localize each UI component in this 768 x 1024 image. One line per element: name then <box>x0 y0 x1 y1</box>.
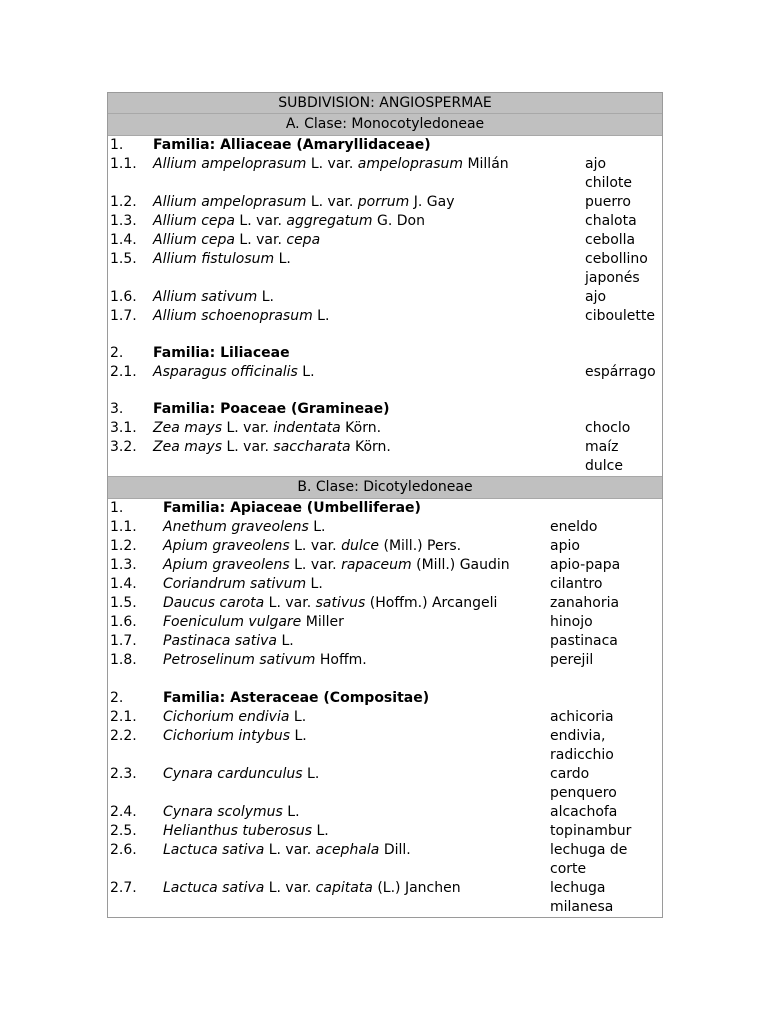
scientific-name <box>153 250 585 288</box>
name-italic: aggregatum <box>286 213 373 229</box>
common-name-line: ajo <box>585 289 607 305</box>
family-name: Familia: Alliaceae (Amaryllidaceae) <box>153 137 431 153</box>
name-italic: Zea mays <box>153 420 223 436</box>
species-number: 1.4. <box>110 576 137 592</box>
common-name-line: cardo <box>550 766 590 782</box>
species-number: 2.5. <box>110 823 137 839</box>
name-text: L. var. <box>222 420 274 436</box>
common-name <box>585 307 662 326</box>
name-italic: Lactuca sativa <box>163 842 265 858</box>
name-text: (L.) Janchen <box>372 880 461 896</box>
name-italic: cepa <box>286 232 321 248</box>
name-text: L. var. <box>222 439 274 455</box>
species-number: 2.3. <box>110 766 137 782</box>
row-spacer <box>108 670 662 689</box>
common-name <box>550 727 662 765</box>
species-number: 2.2. <box>110 728 137 744</box>
common-name-line: chalota <box>585 213 637 229</box>
common-name-line: milanesa <box>550 899 614 915</box>
species-row <box>108 438 662 476</box>
name-italic: Zea mays <box>153 439 223 455</box>
species-row <box>108 212 662 231</box>
name-italic: porrum <box>357 194 410 210</box>
species-row <box>108 155 662 193</box>
common-name-line: pastinaca <box>550 633 618 649</box>
name-italic: saccharata <box>273 439 351 455</box>
species-number: 1.7. <box>110 633 137 649</box>
common-name-line: puerro <box>585 194 631 210</box>
name-italic: Daucus carota <box>163 595 265 611</box>
common-name-line: choclo <box>585 420 631 436</box>
name-text: L. <box>312 823 329 839</box>
scientific-name <box>153 307 585 326</box>
common-name-line: japonés <box>585 270 640 286</box>
family-number: 2. <box>110 690 124 706</box>
name-italic: Pastinaca sativa <box>163 633 277 649</box>
family-number: 1. <box>110 500 124 516</box>
family-name: Familia: Apiaceae (Umbelliferae) <box>163 500 421 516</box>
name-text: L. <box>308 519 326 535</box>
common-name <box>585 212 662 231</box>
species-row <box>108 231 662 250</box>
name-italic: Allium fistulosum <box>153 251 275 267</box>
family-row <box>108 689 662 708</box>
name-italic: dulce <box>341 538 380 554</box>
common-name <box>550 556 662 575</box>
common-name-line: ajo <box>585 156 607 172</box>
scientific-name <box>163 841 550 879</box>
scientific-name <box>163 537 550 556</box>
species-row <box>108 537 662 556</box>
common-name <box>585 288 662 307</box>
common-name-line: penquero <box>550 785 617 801</box>
scientific-name <box>153 288 585 307</box>
name-text: L. var. <box>234 232 287 248</box>
common-name-line: maíz <box>585 439 619 455</box>
name-italic: Allium ampeloprasum <box>153 194 307 210</box>
common-name-line: cebollino <box>585 251 648 267</box>
species-row <box>108 419 662 438</box>
common-name <box>550 594 662 613</box>
section-monocotyledoneae <box>108 114 662 476</box>
species-row <box>108 632 662 651</box>
common-name <box>550 708 662 727</box>
name-text: L. var. <box>264 595 316 611</box>
common-name-line: hinojo <box>550 614 593 630</box>
common-name-line: radicchio <box>550 747 614 763</box>
common-name-line: lechuga de <box>550 842 628 858</box>
name-italic: Foeniculum vulgare <box>163 614 302 630</box>
species-number: 2.7. <box>110 880 137 896</box>
species-row <box>108 518 662 537</box>
family-name: Familia: Poaceae (Gramineae) <box>153 401 390 417</box>
common-name-line: espárrago <box>585 364 656 380</box>
common-name <box>585 193 662 212</box>
species-row <box>108 822 662 841</box>
name-text: Millán <box>463 156 509 172</box>
species-number: 1.5. <box>110 251 137 267</box>
scientific-name <box>153 419 585 438</box>
name-text: L. <box>306 576 323 592</box>
common-name <box>550 803 662 822</box>
name-italic: rapaceum <box>341 557 412 573</box>
name-italic: Apium graveolens <box>163 538 290 554</box>
scientific-name <box>163 727 550 765</box>
scientific-name <box>153 155 585 193</box>
species-number: 2.1. <box>110 709 137 725</box>
scientific-name <box>153 231 585 250</box>
name-italic: Allium ampeloprasum <box>153 156 307 172</box>
name-italic: capitata <box>315 880 373 896</box>
scientific-name <box>153 363 585 382</box>
scientific-name <box>163 632 550 651</box>
common-name <box>550 651 662 670</box>
name-italic: Lactuca sativa <box>163 880 265 896</box>
name-text: L. <box>290 728 307 744</box>
common-name <box>585 250 662 288</box>
name-text: (Mill.) Pers. <box>379 538 462 554</box>
name-italic: Allium cepa <box>153 232 235 248</box>
name-text: L. var. <box>234 213 287 229</box>
species-row <box>108 307 662 326</box>
species-number: 3.2. <box>110 439 137 455</box>
scientific-name <box>163 708 550 727</box>
name-text: Hoffm. <box>315 652 367 668</box>
species-row <box>108 613 662 632</box>
scientific-name <box>163 518 550 537</box>
name-text: J. Gay <box>409 194 455 210</box>
species-row <box>108 250 662 288</box>
common-name <box>585 363 662 382</box>
name-text: L. var. <box>306 194 358 210</box>
common-name-line: dulce <box>585 458 623 474</box>
common-name-line: cilantro <box>550 576 603 592</box>
species-row <box>108 708 662 727</box>
scientific-name <box>163 556 550 575</box>
name-text: L. <box>289 709 307 725</box>
species-number: 2.1. <box>110 364 137 380</box>
family-number: 1. <box>110 137 124 153</box>
name-text: L. <box>282 804 300 820</box>
species-number: 2.6. <box>110 842 137 858</box>
scientific-name <box>163 822 550 841</box>
class-header: B. Clase: Dicotyledoneae <box>108 476 662 499</box>
common-name <box>585 438 662 476</box>
name-text: L. <box>274 251 291 267</box>
family-row <box>108 400 662 419</box>
scientific-name <box>153 438 585 476</box>
name-italic: Asparagus officinalis <box>153 364 298 380</box>
name-text: Körn. <box>340 420 382 436</box>
common-name-line: apio <box>550 538 580 554</box>
species-number: 2.4. <box>110 804 137 820</box>
name-text: (Mill.) Gaudin <box>411 557 510 573</box>
common-name-line: zanahoria <box>550 595 620 611</box>
common-name <box>550 632 662 651</box>
species-table <box>107 92 663 918</box>
name-text: L. var. <box>306 156 358 172</box>
family-row <box>108 499 662 518</box>
name-text: (Hoffm.) Arcangeli <box>365 595 498 611</box>
scientific-name <box>163 651 550 670</box>
name-text: L. var. <box>264 880 316 896</box>
name-italic: Cichorium endivia <box>163 709 290 725</box>
common-name <box>585 231 662 250</box>
name-text: L. <box>297 364 315 380</box>
common-name <box>585 419 662 438</box>
table-title: SUBDIVISION: ANGIOSPERMAE <box>108 93 662 114</box>
section-dicotyledoneae <box>108 476 662 917</box>
species-number: 1.2. <box>110 194 137 210</box>
species-number: 1.5. <box>110 595 137 611</box>
common-name <box>550 765 662 803</box>
species-row <box>108 363 662 382</box>
common-name <box>550 879 662 917</box>
name-italic: Cynara scolymus <box>163 804 283 820</box>
scientific-name <box>163 803 550 822</box>
name-italic: Apium graveolens <box>163 557 290 573</box>
name-italic: sativus <box>315 595 366 611</box>
name-text: L. var. <box>289 538 342 554</box>
common-name-line: alcachofa <box>550 804 618 820</box>
scientific-name <box>153 212 585 231</box>
name-italic: Anethum graveolens <box>163 519 309 535</box>
species-row <box>108 594 662 613</box>
name-text: L. <box>277 633 294 649</box>
species-row <box>108 575 662 594</box>
family-row <box>108 136 662 155</box>
species-number: 1.2. <box>110 538 137 554</box>
name-italic: Helianthus tuberosus <box>163 823 312 839</box>
species-number: 3.1. <box>110 420 137 436</box>
species-number: 1.3. <box>110 213 137 229</box>
common-name-line: perejil <box>550 652 594 668</box>
scientific-name <box>163 613 550 632</box>
name-italic: ampeloprasum <box>357 156 463 172</box>
common-name <box>550 575 662 594</box>
species-number: 1.6. <box>110 614 137 630</box>
species-number: 1.7. <box>110 308 137 324</box>
family-number: 3. <box>110 401 124 417</box>
common-name-line: chilote <box>585 175 633 191</box>
common-name <box>550 841 662 879</box>
name-text: L. <box>302 766 320 782</box>
common-name-line: eneldo <box>550 519 598 535</box>
species-row <box>108 193 662 212</box>
name-text: L. <box>312 308 330 324</box>
common-name <box>550 822 662 841</box>
species-number: 1.1. <box>110 156 137 172</box>
species-number: 1.8. <box>110 652 137 668</box>
name-text: L. var. <box>264 842 316 858</box>
name-text: Körn. <box>350 439 391 455</box>
name-italic: Allium cepa <box>153 213 235 229</box>
common-name <box>550 537 662 556</box>
species-row <box>108 765 662 803</box>
family-name: Familia: Asteraceae (Compositae) <box>163 690 430 706</box>
name-italic: Allium schoenoprasum <box>153 308 313 324</box>
scientific-name <box>163 879 550 917</box>
common-name <box>585 155 662 193</box>
name-text: Dill. <box>379 842 411 858</box>
name-italic: indentata <box>273 420 341 436</box>
species-row <box>108 841 662 879</box>
scientific-name <box>163 765 550 803</box>
scientific-name <box>163 575 550 594</box>
name-text: L. <box>257 289 274 305</box>
common-name-line: endivia, <box>550 728 606 744</box>
common-name-line: apio-papa <box>550 557 621 573</box>
species-row <box>108 879 662 917</box>
row-spacer <box>108 382 662 400</box>
class-header: A. Clase: Monocotyledoneae <box>108 114 662 136</box>
species-number: 1.3. <box>110 557 137 573</box>
species-row <box>108 556 662 575</box>
scientific-name <box>153 193 585 212</box>
name-italic: Petroselinum sativum <box>163 652 316 668</box>
species-number: 1.4. <box>110 232 137 248</box>
species-number: 1.1. <box>110 519 137 535</box>
name-text: Miller <box>301 614 344 630</box>
common-name-line: achicoria <box>550 709 614 725</box>
name-italic: Coriandrum sativum <box>163 576 307 592</box>
species-number: 1.6. <box>110 289 137 305</box>
family-name: Familia: Liliaceae <box>153 345 290 361</box>
common-name-line: corte <box>550 861 587 877</box>
common-name-line: cebolla <box>585 232 636 248</box>
name-text: G. Don <box>372 213 425 229</box>
species-row <box>108 288 662 307</box>
common-name-line: topinambur <box>550 823 632 839</box>
common-name <box>550 518 662 537</box>
species-row <box>108 727 662 765</box>
name-italic: Cynara cardunculus <box>163 766 303 782</box>
species-row <box>108 803 662 822</box>
row-spacer <box>108 326 662 344</box>
name-italic: Allium sativum <box>153 289 258 305</box>
family-row <box>108 344 662 363</box>
name-italic: Cichorium intybus <box>163 728 290 744</box>
common-name <box>550 613 662 632</box>
scientific-name <box>163 594 550 613</box>
common-name-line: lechuga <box>550 880 606 896</box>
family-number: 2. <box>110 345 124 361</box>
name-text: L. var. <box>289 557 342 573</box>
common-name-line: ciboulette <box>585 308 656 324</box>
name-italic: acephala <box>315 842 380 858</box>
species-row <box>108 651 662 670</box>
